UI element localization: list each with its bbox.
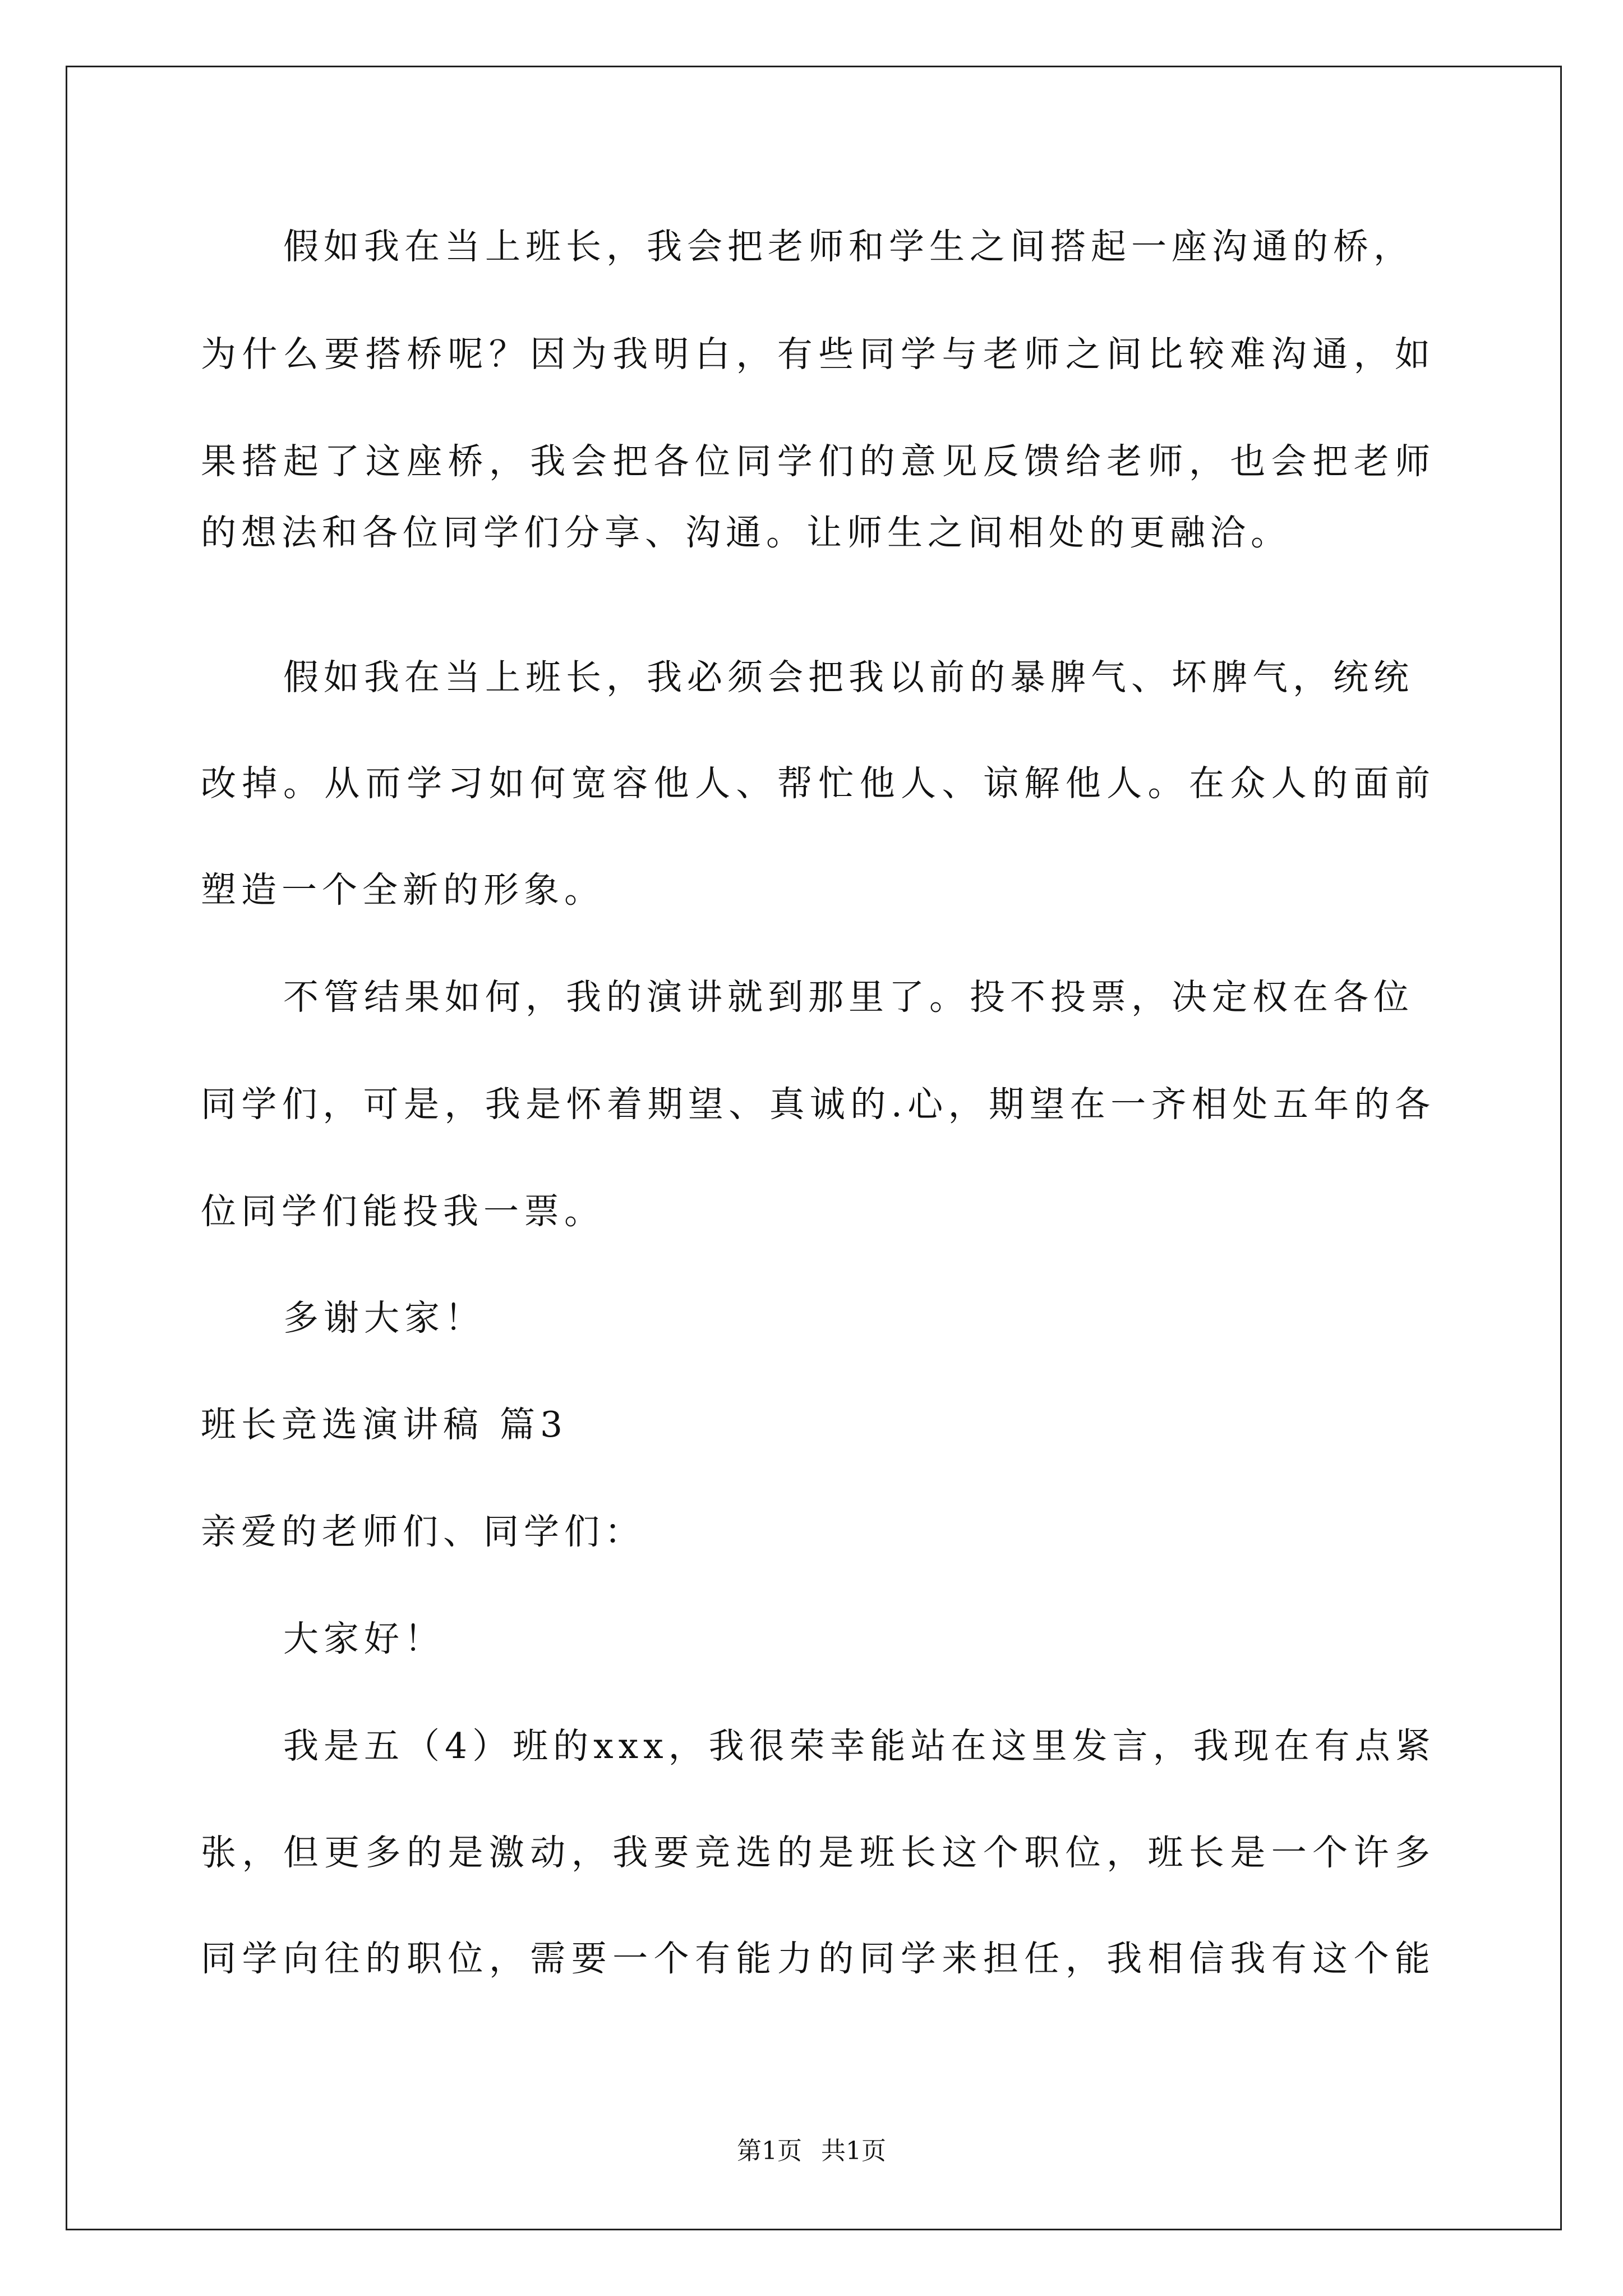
- section-heading: 班长竞选演讲稿 篇3: [201, 1404, 568, 1445]
- closing-thanks: 多谢大家！: [283, 1297, 485, 1338]
- paragraph-4-line-3: 同学向往的职位，需要一个有能力的同学来担任，我相信我有这个能: [201, 1938, 1430, 1979]
- page-number: 第1页: [737, 2137, 802, 2165]
- paragraph-3-line-1: 不管结果如何，我的演讲就到那里了。投不投票，决定权在各位: [283, 977, 1414, 1018]
- paragraph-1-line-4: 的想法和各位同学们分享、沟通。让师生之间相处的更融洽。: [201, 512, 1291, 553]
- paragraph-4-line-2: 张，但更多的是激动，我要竞选的是班长这个职位，班长是一个许多: [201, 1832, 1430, 1873]
- paragraph-2-line-2: 改掉。从而学习如何宽容他人、帮忙他人、谅解他人。在众人的面前: [201, 763, 1430, 804]
- greeting: 大家好！: [283, 1618, 445, 1659]
- paragraph-4-line-1: 我是五（4）班的xxx，我很荣幸能站在这里发言，我现在有点紧: [283, 1726, 1436, 1766]
- page-footer: [0, 2136, 1623, 2167]
- page-total: 共1页: [821, 2137, 886, 2165]
- paragraph-1-line-2: 为什么要搭桥呢？因为我明白，有些同学与老师之间比较难沟通，如: [201, 334, 1430, 375]
- paragraph-1-line-3: 果搭起了这座桥，我会把各位同学们的意见反馈给老师，也会把老师: [201, 441, 1430, 482]
- salutation: 亲爱的老师们、同学们：: [201, 1511, 645, 1552]
- paragraph-3-line-3: 位同学们能投我一票。: [201, 1191, 605, 1232]
- paragraph-2-line-3: 塑造一个全新的形象。: [201, 869, 605, 910]
- paragraph-1-line-1: 假如我在当上班长，我会把老师和学生之间搭起一座沟通的桥，: [283, 226, 1414, 267]
- paragraph-3-line-2: 同学们，可是，我是怀着期望、真诚的.心，期望在一齐相处五年的各: [201, 1084, 1430, 1125]
- paragraph-2-line-1: 假如我在当上班长，我必须会把我以前的暴脾气、坏脾气，统统: [283, 657, 1414, 698]
- page-border: [66, 66, 1562, 2230]
